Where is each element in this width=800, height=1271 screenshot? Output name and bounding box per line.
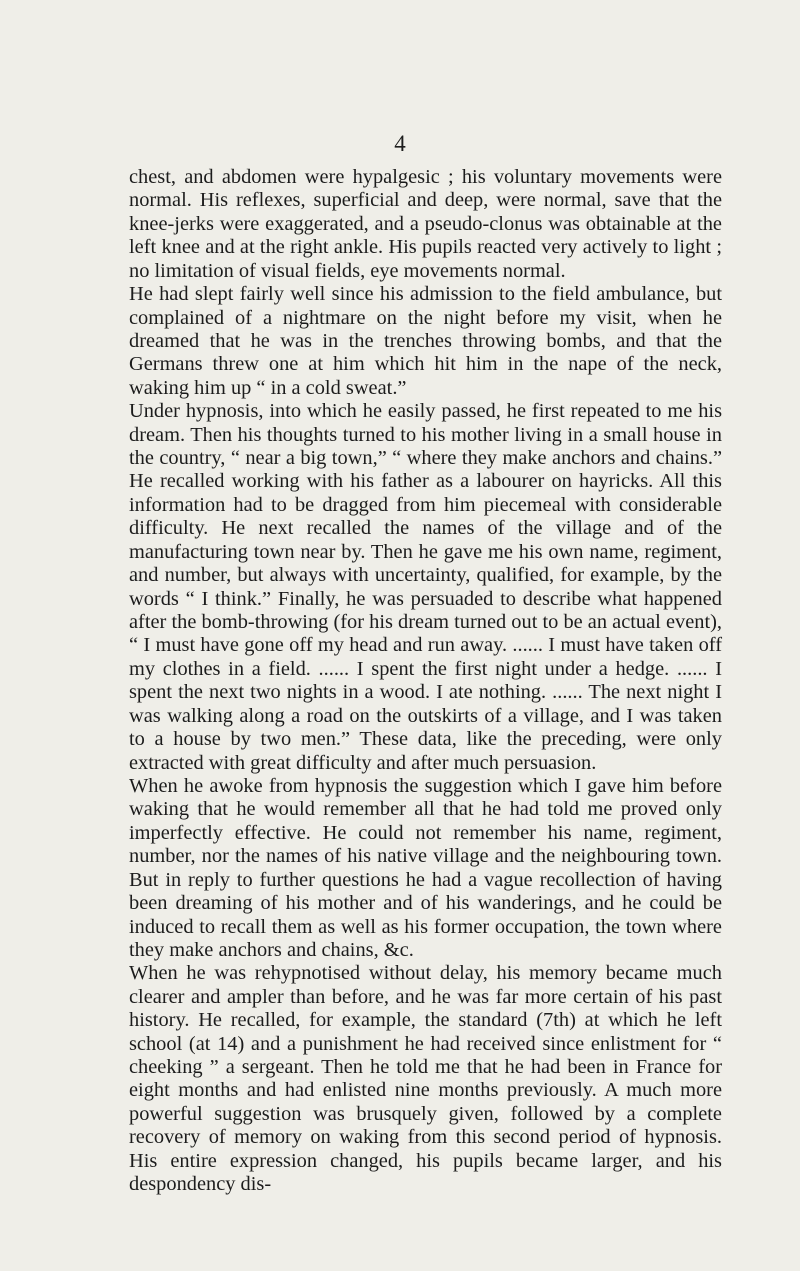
paragraph-1: chest, and abdomen were hypalgesic ; his voluntary movements were normal. His reflexes, superficial and deep, were normal, save that the knee-jerks were exaggerated, and a pseudo-clonus was obtainable at the left knee and at the right ankle. His pupils reacted very actively to light ; no limitation of visual fields, eye movements normal. — [129, 166, 722, 282]
paragraph-2: He had slept fairly well since his admission to the field ambulance, but complained of a nightmare on the night before my visit, when he dreamed that he was in the trenches throwing bombs, and that the Germans threw one at him which hit him in the nape of the neck, waking him up “ in a cold sweat.” — [129, 283, 722, 399]
paragraph-5: When he was rehypnotised without delay, his memory became much clearer and ampler than before, and he was far more certain of his past history. He recalled, for example, the standard (7th) at which he left school (at 14) and a punishment he had received since enlistment for “ cheeking ” a sergeant. Then he told me that he had been in France for eight months and had enlisted nine months previously. A much more powerful suggestion was brusquely given, followed by a complete recovery of memory on waking from this second period of hypnosis. His entire expression changed, his pupils became larger, and his despondency dis- — [129, 962, 722, 1196]
paragraph-3: Under hypnosis, into which he easily passed, he first repeated to me his dream. Then his thoughts turned to his mother living in a small house in the country, “ near a big town,” “ where they make anchors and chains.” He recalled working with his father as a labourer on hayricks. All this information had to be dragged from him piecemeal with considerable difficulty. He next recalled the names of the village and of the manufacturing town near by. Then he gave me his own name, regiment, and number, but always with uncertainty, qualified, for example, by the words “ I think.” Finally, he was persuaded to describe what happened after the bomb-throwing (for his dream turned out to be an actual event), “ I must have gone off my head and run away. ...... I must have taken off my clothes in a field. ...... I spent the first night under a hedge. ...... I spent the next two nights in a wood. I ate nothing. ...... The next night I was walking along a road on the outskirts of a village, and I was taken to a house by two men.” These data, like the preceding, were only extracted with great difficulty and after much persuasion. — [129, 400, 722, 774]
page-number: 4 — [394, 131, 406, 156]
paragraph-4: When he awoke from hypnosis the suggestion which I gave him before waking that he would remember all that he had told me proved only imperfectly effective. He could not remember his name, regiment, number, nor the names of his native village and the neighbouring town. But in reply to further questions he had a vague recollection of having been dreaming of his mother and of his wanderings, and he could be induced to recall them as well as his former occupation, the town where they make anchors and chains, &c. — [129, 774, 722, 961]
body-text — [129, 166, 722, 1197]
